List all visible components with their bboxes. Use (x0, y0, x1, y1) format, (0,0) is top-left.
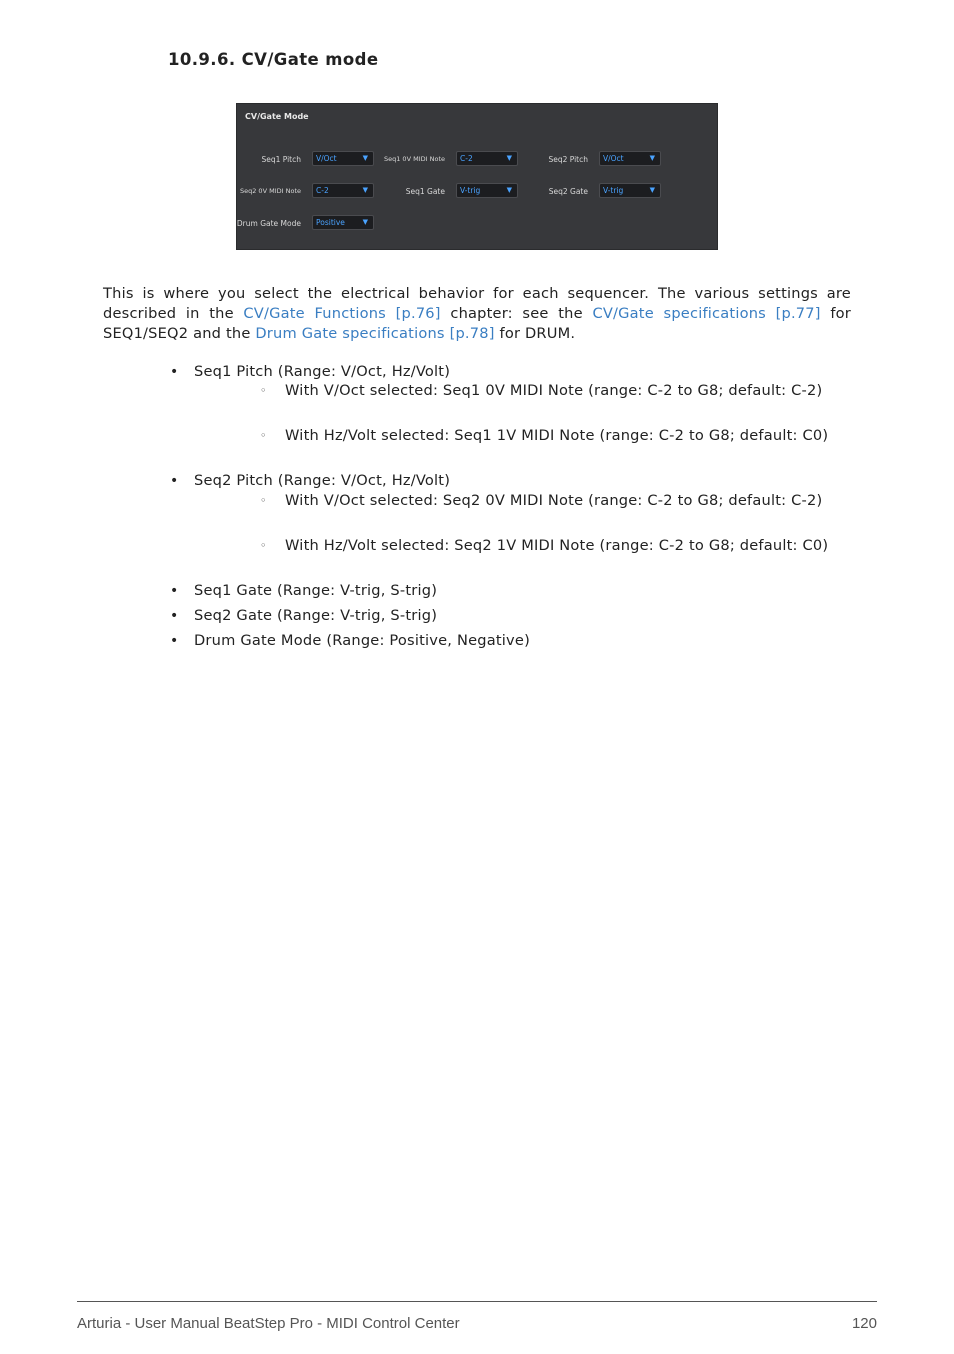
seq1-0v-midi-note-select[interactable]: C-2 ▼ (456, 151, 518, 166)
seq2-0v-midi-note-select[interactable]: C-2 ▼ (312, 183, 374, 198)
sub-list-item: With V/Oct selected: Seq2 0V MIDI Note (range: C-2 to G8; default: C-2) (285, 492, 823, 509)
seq2-pitch-select[interactable]: V/Oct ▼ (599, 151, 661, 166)
seq1-gate-label: Seq1 Gate (405, 187, 445, 196)
seq2-pitch-label: Seq2 Pitch (548, 155, 588, 164)
bullet-icon: • (170, 583, 179, 599)
sub-bullet-icon: ◦ (260, 429, 267, 442)
list-item: Seq2 Pitch (Range: V/Oct, Hz/Volt) (194, 472, 451, 489)
sub-list-item: With Hz/Volt selected: Seq2 1V MIDI Note (range: C-2 to G8; default: C0) (285, 537, 829, 554)
seq1-pitch-label: Seq1 Pitch (261, 155, 301, 164)
bullet-icon: • (170, 633, 179, 649)
sub-list-item: With V/Oct selected: Seq1 0V MIDI Note (range: C-2 to G8; default: C-2) (285, 382, 823, 399)
drum-gate-specifications-link[interactable]: Drum Gate specifications [p.78] (255, 325, 495, 342)
seq2-0v-midi-note-label: Seq2 0V MIDI Note (239, 187, 301, 195)
seq1-pitch-select[interactable]: V/Oct ▼ (312, 151, 374, 166)
cv-gate-functions-link[interactable]: CV/Gate Functions [p.76] (243, 305, 441, 322)
description-paragraph: This is where you select the electrical behavior for each sequencer. The various settings are described in the CV/Gate Functions [p.76] chapter: see the CV/Gate specifications [p.77] for SEQ1/SEQ2 and the Drum Gate specifications [p.78] for DRUM. (103, 285, 851, 342)
bullet-icon: • (170, 364, 179, 380)
section-heading: 10.9.6. CV/Gate mode (168, 50, 379, 69)
list-item: Drum Gate Mode (Range: Positive, Negative) (194, 632, 530, 649)
chevron-down-icon: ▼ (362, 154, 368, 162)
chevron-down-icon: ▼ (506, 186, 512, 194)
sub-bullet-icon: ◦ (260, 384, 267, 397)
page-number: 120 (851, 1315, 877, 1332)
drum-gate-mode-select[interactable]: Positive ▼ (312, 215, 374, 230)
bullet-icon: • (170, 473, 179, 489)
chevron-down-icon: ▼ (649, 186, 655, 194)
seq2-gate-select[interactable]: V-trig ▼ (599, 183, 661, 198)
sub-list-item: With Hz/Volt selected: Seq1 1V MIDI Note (range: C-2 to G8; default: C0) (285, 427, 829, 444)
chevron-down-icon: ▼ (506, 154, 512, 162)
drum-gate-mode-label: Drum Gate Mode (236, 219, 301, 228)
list-item: Seq1 Pitch (Range: V/Oct, Hz/Volt) (194, 363, 451, 380)
cv-gate-specifications-link[interactable]: CV/Gate specifications [p.77] (592, 305, 821, 322)
chevron-down-icon: ▼ (362, 218, 368, 226)
bullet-icon: • (170, 608, 179, 624)
footer-title: Arturia - User Manual BeatStep Pro - MIDI Control Center (77, 1315, 460, 1332)
panel-title: CV/Gate Mode (245, 112, 309, 121)
cv-gate-mode-screenshot (236, 103, 718, 250)
chevron-down-icon: ▼ (362, 186, 368, 194)
seq1-0v-midi-note-label: Seq1 0V MIDI Note (383, 155, 445, 163)
chevron-down-icon: ▼ (649, 154, 655, 162)
seq2-gate-label: Seq2 Gate (548, 187, 588, 196)
seq1-gate-select[interactable]: V-trig ▼ (456, 183, 518, 198)
footer-divider (77, 1301, 877, 1302)
sub-bullet-icon: ◦ (260, 539, 267, 552)
list-item: Seq1 Gate (Range: V-trig, S-trig) (194, 582, 438, 599)
sub-bullet-icon: ◦ (260, 494, 267, 507)
list-item: Seq2 Gate (Range: V-trig, S-trig) (194, 607, 438, 624)
